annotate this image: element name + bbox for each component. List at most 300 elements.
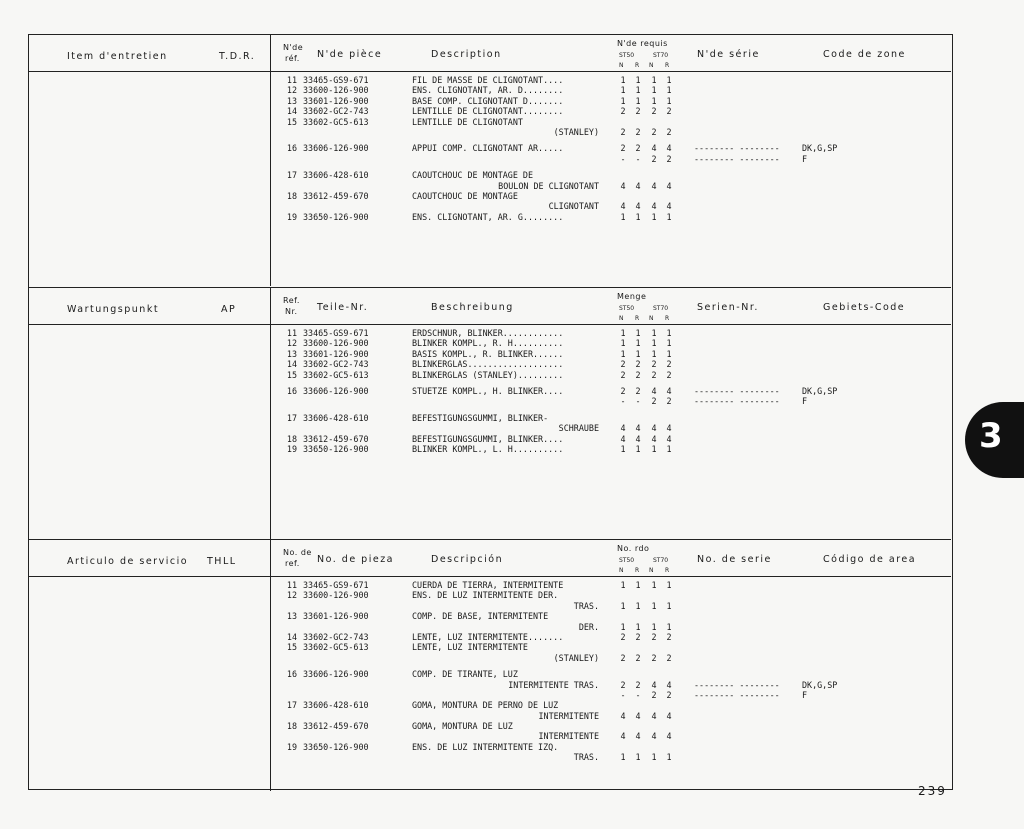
qty-value: 2 <box>620 385 626 396</box>
part-row <box>283 349 943 359</box>
ref-no: 14 <box>286 106 297 117</box>
ref-no: 18 <box>286 190 297 201</box>
part-no-label: N'de pièce <box>317 49 383 60</box>
ref-no: 11 <box>286 328 297 338</box>
part-no-label: Teile-Nr. <box>317 302 369 313</box>
section-tab <box>965 402 1024 478</box>
qty-value: 2 <box>620 369 626 380</box>
section-es <box>29 539 951 791</box>
part-row <box>283 669 943 679</box>
qty-value: 1 <box>651 621 657 632</box>
qty-value: 1 <box>666 85 672 96</box>
qty-value: 1 <box>651 600 657 611</box>
qty-value: 1 <box>620 95 626 106</box>
description: LENTE, LUZ INTERMITENTE <box>412 642 528 653</box>
ref-no: 19 <box>286 741 297 752</box>
ref-no: 16 <box>286 143 297 154</box>
item-label: Item d'entretien <box>67 51 168 62</box>
qty-value: 2 <box>620 679 626 690</box>
qty-sub-n: N <box>619 567 624 574</box>
description: LENTILLE DE CLIGNOTANT <box>412 116 523 127</box>
qty-value: 1 <box>666 621 672 632</box>
column-divider <box>270 288 271 539</box>
qty-value: 4 <box>635 180 641 191</box>
qty-value: 2 <box>620 652 626 663</box>
qty-value: 4 <box>666 423 672 434</box>
description: LENTILLE DE CLIGNOTANT........ <box>412 106 564 117</box>
qty-value: 2 <box>666 652 672 663</box>
serial-no-label: N'de série <box>697 49 760 60</box>
qty-value: 4 <box>620 180 626 191</box>
part-no: 33612-459-670 <box>303 433 369 444</box>
part-row <box>283 590 943 600</box>
qty-value: 1 <box>620 85 626 96</box>
qty-sub-n: N <box>619 315 624 322</box>
part-row <box>283 75 943 85</box>
qty-value: 4 <box>620 433 626 444</box>
qty-sub-r: R <box>665 567 670 574</box>
part-row <box>283 622 943 632</box>
serial-no: -------- -------- <box>694 385 780 396</box>
part-row <box>283 85 943 95</box>
part-row <box>283 170 943 180</box>
qty-value: 2 <box>666 631 672 642</box>
description: ENS. DE LUZ INTERMITENTE IZQ. <box>412 741 559 752</box>
section-header <box>29 288 951 325</box>
part-row <box>283 742 943 752</box>
description: BLINKERGLAS................... <box>412 359 564 370</box>
description-continued: CLIGNOTANT <box>548 201 599 212</box>
part-row <box>283 143 943 153</box>
ref-no: 12 <box>286 590 297 601</box>
description: BLINKER KOMPL., R. H.......... <box>412 338 564 349</box>
qty-value: 1 <box>651 211 657 222</box>
part-row <box>283 212 943 222</box>
part-row <box>283 731 943 741</box>
qty-value: 2 <box>651 689 657 700</box>
description-continued: (STANLEY) <box>553 652 599 663</box>
part-row <box>283 117 943 127</box>
qty-value: 1 <box>666 328 672 338</box>
qty-value: 2 <box>666 126 672 137</box>
section-header <box>29 35 951 72</box>
ref-no: 14 <box>286 631 297 642</box>
part-no: 33600-126-900 <box>303 338 369 349</box>
qty-value: - <box>620 153 626 164</box>
qty-value: 1 <box>651 328 657 338</box>
column-divider <box>270 35 271 286</box>
page-number: 239 <box>918 784 947 798</box>
qty-value: 2 <box>635 631 641 642</box>
description-label: Descripción <box>431 554 504 565</box>
model-st70: ST70 <box>653 557 669 564</box>
description-continued: SCHRAUBE <box>558 423 599 434</box>
description-continued: INTERMITENTE <box>538 710 599 721</box>
parts-list-frame <box>28 34 953 790</box>
qty-value: 2 <box>651 153 657 164</box>
part-row <box>283 154 943 164</box>
area-code: F <box>802 396 808 407</box>
qty-value: 1 <box>635 443 641 454</box>
qty-value: 4 <box>620 423 626 434</box>
qty-value: 4 <box>666 385 672 396</box>
part-row <box>283 444 943 454</box>
qty-value: 2 <box>635 106 641 117</box>
ref-no: 14 <box>286 359 297 370</box>
ref-no: 18 <box>286 721 297 732</box>
item-label: Articulo de servicio <box>67 556 189 567</box>
part-row <box>283 386 943 396</box>
ref-no: 15 <box>286 369 297 380</box>
qty-value: 1 <box>651 752 657 763</box>
part-row <box>283 359 943 369</box>
area-code-label: Code de zone <box>823 49 906 60</box>
qty-value: 2 <box>651 359 657 370</box>
qty-value: 1 <box>651 338 657 349</box>
part-no: 33606-126-900 <box>303 385 369 396</box>
qty-value: 1 <box>620 443 626 454</box>
description: FIL DE MASSE DE CLIGNOTANT.... <box>412 75 564 85</box>
qty-value: 4 <box>620 710 626 721</box>
qty-value: 2 <box>620 126 626 137</box>
description-continued: TRAS. <box>573 600 599 611</box>
parts-rows <box>283 328 943 454</box>
qty-sub-n: N <box>649 315 654 322</box>
part-row <box>283 580 943 590</box>
part-no: 33601-126-900 <box>303 611 369 622</box>
part-no: 33465-GS9-671 <box>303 328 369 338</box>
description: BEFESTIGUNGSGUMMI, BLINKER- <box>412 412 549 423</box>
qty-value: 1 <box>620 211 626 222</box>
description-continued: INTERMITENTE <box>538 731 599 742</box>
part-row <box>283 700 943 710</box>
serial-no: -------- -------- <box>694 396 780 407</box>
qty-value: 4 <box>651 180 657 191</box>
qty-sub-r: R <box>665 315 670 322</box>
ref-no: 16 <box>286 385 297 396</box>
qty-value: 1 <box>666 443 672 454</box>
qty-value: 4 <box>651 731 657 742</box>
quantity-label: No. rdo <box>617 544 650 553</box>
description: COMP. DE BASE, INTERMITENTE <box>412 611 549 622</box>
serial-no-label: No. de serie <box>697 554 772 565</box>
part-row <box>283 680 943 690</box>
part-no: 33600-126-900 <box>303 85 369 96</box>
qty-value: 1 <box>635 211 641 222</box>
ref-no: 18 <box>286 433 297 444</box>
description: ENS. CLIGNOTANT, AR. D........ <box>412 85 564 96</box>
model-st70: ST70 <box>653 305 669 312</box>
qty-value: 2 <box>666 359 672 370</box>
qty-value: 4 <box>666 710 672 721</box>
area-code-label: Gebiets-Code <box>823 302 906 313</box>
qty-sub-n: N <box>649 62 654 69</box>
qty-value: 4 <box>666 201 672 212</box>
qty-value: 4 <box>635 423 641 434</box>
qty-sub-r: R <box>635 315 640 322</box>
qty-value: 1 <box>635 338 641 349</box>
qty-value: 1 <box>666 752 672 763</box>
part-row <box>283 601 943 611</box>
ref-no: 13 <box>286 95 297 106</box>
ref-no: 17 <box>286 700 297 711</box>
description: ENS. DE LUZ INTERMITENTE DER. <box>412 590 559 601</box>
part-row <box>283 423 943 433</box>
serial-no: -------- -------- <box>694 153 780 164</box>
qty-value: 4 <box>651 433 657 444</box>
qty-value: 4 <box>651 710 657 721</box>
ref-no: 15 <box>286 642 297 653</box>
ref-no: 13 <box>286 348 297 359</box>
qty-value: 4 <box>651 679 657 690</box>
qty-value: 2 <box>635 126 641 137</box>
item-label: Wartungspunkt <box>67 304 160 315</box>
part-row <box>283 328 943 338</box>
qty-value: 1 <box>635 75 641 85</box>
qty-value: 2 <box>666 369 672 380</box>
area-code: DK,G,SP <box>802 385 838 396</box>
description: GOMA, MONTURA DE LUZ <box>412 721 513 732</box>
serial-no: -------- -------- <box>694 143 780 154</box>
part-row <box>283 711 943 721</box>
part-no: 33465-GS9-671 <box>303 75 369 85</box>
qty-value: 1 <box>635 348 641 359</box>
ref-no: 15 <box>286 116 297 127</box>
ref-label-line2: Nr. <box>285 307 298 316</box>
parts-rows <box>283 75 943 222</box>
serial-no: -------- -------- <box>694 679 780 690</box>
qty-value: 4 <box>635 201 641 212</box>
part-row <box>283 611 943 621</box>
description: BASIS KOMPL., R. BLINKER...... <box>412 348 564 359</box>
qty-value: 1 <box>666 75 672 85</box>
qty-value: 1 <box>651 443 657 454</box>
qty-sub-n: N <box>619 62 624 69</box>
part-row <box>283 642 943 652</box>
qty-value: 4 <box>635 731 641 742</box>
qty-value: - <box>635 396 641 407</box>
qty-value: 1 <box>620 752 626 763</box>
qty-value: 1 <box>666 95 672 106</box>
qty-value: 4 <box>620 201 626 212</box>
parts-rows <box>283 580 943 763</box>
qty-value: 4 <box>666 433 672 444</box>
qty-value: 2 <box>651 652 657 663</box>
part-row <box>283 181 943 191</box>
description: STUETZE KOMPL., H. BLINKER.... <box>412 385 564 396</box>
qty-value: 1 <box>666 211 672 222</box>
part-row <box>283 653 943 663</box>
qty-value: 2 <box>635 679 641 690</box>
part-no: 33602-GC2-743 <box>303 631 369 642</box>
ref-label-line1: No. de <box>283 548 312 557</box>
description: CAOUTCHOUC DE MONTAGE DE <box>412 170 534 181</box>
qty-value: 2 <box>635 359 641 370</box>
part-no: 33606-126-900 <box>303 669 369 680</box>
qty-value: 2 <box>620 106 626 117</box>
part-row <box>283 201 943 211</box>
qty-value: 4 <box>666 731 672 742</box>
ref-label-line2: réf. <box>285 54 300 63</box>
ref-no: 12 <box>286 85 297 96</box>
area-code: F <box>802 689 808 700</box>
qty-value: 1 <box>651 85 657 96</box>
qty-value: 1 <box>635 95 641 106</box>
qty-value: 4 <box>666 143 672 154</box>
qty-value: 1 <box>635 752 641 763</box>
ref-no: 19 <box>286 443 297 454</box>
column-divider <box>270 540 271 791</box>
description-label: Description <box>431 49 502 60</box>
ref-no: 19 <box>286 211 297 222</box>
part-no: 33606-428-610 <box>303 700 369 711</box>
qty-value: 2 <box>651 631 657 642</box>
qty-sub-r: R <box>665 62 670 69</box>
qty-value: 2 <box>635 143 641 154</box>
qty-value: 1 <box>620 621 626 632</box>
ref-no: 17 <box>286 412 297 423</box>
qty-value: 2 <box>651 396 657 407</box>
qty-value: - <box>635 153 641 164</box>
qty-value: 1 <box>666 348 672 359</box>
part-no: 33602-GC5-613 <box>303 116 369 127</box>
qty-sub-n: N <box>649 567 654 574</box>
qty-value: 2 <box>651 126 657 137</box>
serial-no: -------- -------- <box>694 689 780 700</box>
part-no-label: No. de pieza <box>317 554 395 565</box>
part-row <box>283 338 943 348</box>
qty-value: - <box>620 689 626 700</box>
ref-no: 11 <box>286 75 297 85</box>
part-row <box>283 370 943 380</box>
qty-value: 2 <box>635 652 641 663</box>
area-code: DK,G,SP <box>802 143 838 154</box>
qty-value: 1 <box>620 328 626 338</box>
part-row <box>283 413 943 423</box>
description: ENS. CLIGNOTANT, AR. G........ <box>412 211 564 222</box>
description: LENTE, LUZ INTERMITENTE....... <box>412 631 564 642</box>
description: CAOUTCHOUC DE MONTAGE <box>412 190 518 201</box>
qty-value: 4 <box>666 180 672 191</box>
part-no: 33602-GC2-743 <box>303 106 369 117</box>
part-no: 33650-126-900 <box>303 211 369 222</box>
qty-value: 1 <box>635 580 641 590</box>
qty-value: 1 <box>666 600 672 611</box>
section-fr <box>29 35 951 286</box>
part-no: 33601-126-900 <box>303 348 369 359</box>
section-tab-label: 3 <box>979 416 1003 456</box>
description-continued: DER. <box>578 621 599 632</box>
part-row <box>283 396 943 406</box>
qty-value: 4 <box>651 201 657 212</box>
qty-value: 1 <box>651 95 657 106</box>
qty-value: 1 <box>620 338 626 349</box>
part-no: 33606-428-610 <box>303 170 369 181</box>
description-label: Beschreibung <box>431 302 514 313</box>
part-no: 33650-126-900 <box>303 443 369 454</box>
quantity-label: N'de requis <box>617 39 668 48</box>
qty-value: 1 <box>651 348 657 359</box>
part-no: 33465-GS9-671 <box>303 580 369 590</box>
ref-label-line1: Ref. <box>283 296 300 305</box>
part-no: 33602-GC5-613 <box>303 369 369 380</box>
model-st70: ST70 <box>653 52 669 59</box>
qty-value: 1 <box>635 621 641 632</box>
qty-value: 1 <box>620 75 626 85</box>
qty-value: 4 <box>651 385 657 396</box>
description: BLINKER KOMPL., L. H.......... <box>412 443 564 454</box>
part-no: 33650-126-900 <box>303 741 369 752</box>
quantity-label: Menge <box>617 292 647 301</box>
description: BLINKERGLAS (STANLEY)......... <box>412 369 564 380</box>
qty-value: 2 <box>651 369 657 380</box>
part-no: 33612-459-670 <box>303 721 369 732</box>
description: BASE COMP. CLIGNOTANT D....... <box>412 95 564 106</box>
qty-value: 1 <box>666 580 672 590</box>
description: BEFESTIGUNGSGUMMI, BLINKER.... <box>412 433 564 444</box>
section-header <box>29 540 951 577</box>
qty-value: 4 <box>651 423 657 434</box>
part-no: 33600-126-900 <box>303 590 369 601</box>
ref-label-line2: ref. <box>285 559 300 568</box>
part-row <box>283 106 943 116</box>
description-continued: INTERMITENTE TRAS. <box>508 679 599 690</box>
model-st50: ST50 <box>619 52 635 59</box>
ref-no: 12 <box>286 338 297 349</box>
qty-value: 2 <box>666 396 672 407</box>
part-row <box>283 752 943 762</box>
qty-sub-r: R <box>635 567 640 574</box>
qty-value: 2 <box>620 631 626 642</box>
ref-label-line1: N'de <box>283 43 304 52</box>
qty-value: 4 <box>666 679 672 690</box>
part-no: 33612-459-670 <box>303 190 369 201</box>
tdr-label: AP <box>221 304 237 315</box>
part-row <box>283 127 943 137</box>
description: CUERDA DE TIERRA, INTERMITENTE <box>412 580 564 590</box>
part-row <box>283 721 943 731</box>
part-row <box>283 690 943 700</box>
qty-value: 1 <box>620 600 626 611</box>
ref-no: 16 <box>286 669 297 680</box>
qty-value: 2 <box>666 106 672 117</box>
qty-value: 4 <box>635 433 641 444</box>
ref-no: 11 <box>286 580 297 590</box>
qty-sub-r: R <box>635 62 640 69</box>
part-no: 33606-126-900 <box>303 143 369 154</box>
qty-value: 2 <box>635 385 641 396</box>
description-continued: TRAS. <box>573 752 599 763</box>
qty-value: 2 <box>635 369 641 380</box>
qty-value: 1 <box>635 328 641 338</box>
serial-no-label: Serien-Nr. <box>697 302 759 313</box>
qty-value: - <box>620 396 626 407</box>
qty-value: 1 <box>620 580 626 590</box>
qty-value: 2 <box>666 689 672 700</box>
description: COMP. DE TIRANTE, LUZ <box>412 669 518 680</box>
qty-value: 1 <box>620 348 626 359</box>
qty-value: - <box>635 689 641 700</box>
qty-value: 1 <box>666 338 672 349</box>
part-row <box>283 434 943 444</box>
description-continued: (STANLEY) <box>553 126 599 137</box>
section-de <box>29 287 951 539</box>
ref-no: 13 <box>286 611 297 622</box>
qty-value: 2 <box>620 143 626 154</box>
part-no: 33601-126-900 <box>303 95 369 106</box>
ref-no: 17 <box>286 170 297 181</box>
tdr-label: T.D.R. <box>219 51 256 62</box>
